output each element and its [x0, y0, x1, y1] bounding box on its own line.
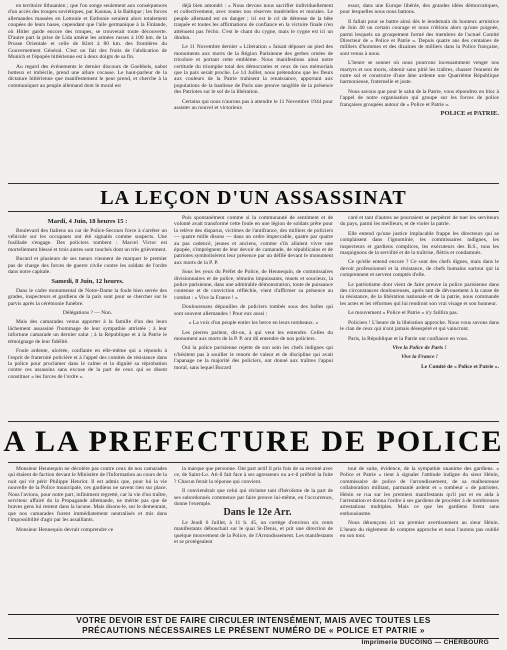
- headline-lecon: LA LEÇON D'UN ASSASSINAT: [100, 187, 407, 209]
- paragraph: Douloureuses dépouilles de policiers tombés sous des balles qui sont souvent allemandes ! Pour eux aussi :: [174, 304, 333, 317]
- paragraph: « La voix d'un peuple entier les berce en leurs tombeaux. »: [188, 320, 319, 327]
- top-article: [8, 3, 499, 181]
- paragraph: Bucard et plusieurs de ses tueurs viennent de marquer le premier pas de charge des forces de guerre civile contre les soldats de l'ordre dans notre capitale.: [8, 256, 167, 275]
- paragraph: Dans le cadre monumental de Notre-Dame la foule bien serrée des grades, inspecteurs et gardiens de la paix sont pour se chercher sur le parvis après la cérémonie funèbre.: [8, 287, 167, 307]
- paragraph: Mais des camarades venus apporter à la famille d'un des leurs lâchement assassiné l'hommage de leur sympathie attristée ; à leur infortune camarade un dernier salut ; à la République et à la Patrie le témoignage de leur fidélité.: [8, 319, 167, 345]
- paragraph: Les pierres parlent, dit-on, à qui veut les entendre. Celles du monument aux morts de la P. P. ont dû entendre de nos policiers.: [174, 329, 333, 342]
- signature: POLICE et PATRIE.: [440, 110, 499, 118]
- paragraph: Puis spontanément comme si la communauté de sentiment et de volonté avait transformé cette foule en une légion de soldats prête pour la relève des disparus, victimes de l'antifrance, des milliers de policiers — quatre mille disons — dans un ordre impeccable, quatre par quatre au pas cadencé, jeunes et anciens, comme s'ils allaient vivre une épopée, s'imprègnent de leur devoir de camarade, de républicains et de patriotes symbolisèrent leur présence par un défilé devant le monument aux morts de la P. P.: [174, 215, 333, 266]
- paragraph: Au regard des événements le dernier discours de Goebbels, nabot botteux et imbécile, prend une allure cocasse. Le haut-parleur de la dictature hitlérienne que manifestement le peur prend, et cherche à la communiquer au peuple allemand dont le moral est: [8, 63, 167, 89]
- paragraph: Ce qu'elle entend encore ? Ce sont des chefs dignes, mais dans le devoir professionnel et la résistance, de chefs humains surtout qui la comprennent et servent comptés d'elle.: [340, 259, 499, 279]
- paragraph: Le Comité de « Police et Patrie ».: [421, 363, 499, 370]
- paragraph: Monsieur Hennequin ne décolère pas contre ceux de nos camarades qui étaient de faction devant le Ministère de l'Information au cours de la nuit qui vit périr Philippe Henriot. Il est admis que, pour lui la vie nouvelle de la Police municipale, ces gardiens ne savent rien sur place. Nous l'avions, pour notre part, infiniment regretté, car la vie d'un traître, serviteur affairé du la Propagande allemande, ne mérite pas que de braves gens lui restent dans la lacune. Mais disons-le, sur le demeurant, que nos camarades furent immédiatement neutralisés et mis dans l'impossibilité d'agir par les assaillants.: [8, 466, 167, 524]
- paragraph: Le mouvement « Police et Patrie » n'y faillira pas.: [348, 310, 459, 317]
- article-prefecture: [8, 466, 499, 610]
- divider: [8, 462, 499, 463]
- paragraph: Délégations ? — Non.: [62, 310, 113, 317]
- paragraph: Policiers ! L'heure de la libération approche. Nous vous savons dans le clan de ceux qui n'ont jamais désespéré et qui vaincront.: [340, 319, 499, 333]
- paragraph: Le patriotisme dont vient de faire preuve la police parisienne dans des circonstances douloureuses, après tant de dévouement à la cause de la résistance, de la libération nationale et de la patrie, nous commande les actes et les réformes qui lui rendront son vrai visage et son honneur.: [340, 281, 499, 307]
- paragraph: Le 11 Novembre dernier « Libération » faisait déposer au pied des monuments aux morts de la Région Parisienne des gerbes ornées de tricolore et portant cette emblème. Nous manifestions ainsi notre certitude du triomphe total des démocraties et ceux de nos mémorials que la paix serait proche. Le 14 Juillet, nous prétendons que les fleurs aux couleurs de la Patrie trahisent la renaissance, apportant aux populations de la banlieue de Paris une preuve tangible de la présence des Patriotes sur le sol de la libération.: [174, 44, 333, 96]
- banner-line-2: PRÉCAUTIONS NÉCESSAIRES LE PRÉSENT NUMÉRO DE « POLICE ET PATRIE »: [82, 626, 425, 635]
- paragraph: la marque que personne. Ont part actif il pris fois de sa recenté avec ce, de Saint-Lo. Ati-il fait face à ses agresseurs ou a-t-il préféré la fuite ? Chacun ferait la réponse qui convient.: [174, 466, 333, 485]
- paragraph: Nous savons que pour le salut de la Patrie, vous répondrez en bloc à l'appel de notre organisation qui groupe sur les forces de police françaises groupées autour de « Police et Patrie ».: [340, 88, 499, 108]
- prefecture-col-3: [340, 466, 499, 610]
- headline-prefecture: A LA PREFECTURE DE POLICE: [3, 425, 504, 458]
- paragraph: Le Jeudi 6 Juillet, à 11 h. 45, un cortège d'environ six cents manifestants débouchait sur le quai St-Denis, et prit une direction de quelque mouvement de la Police, de l'Arrondissement. Les manifestants et se protégeaient: [174, 519, 333, 546]
- top-col-1: [8, 3, 167, 181]
- lecon-col-3: [340, 215, 499, 419]
- top-col-2: [174, 3, 333, 181]
- paragraph: Certains qui nous n'aurons pas à attendre le 11 Novembre 1944 pour assister au nouvel et victorieux: [174, 98, 333, 112]
- paragraph: Oui la police parisienne rejette de son sein les chefs indignes qui n'hésitent pas à souiller le renom de valeur et de discipline qui avait l'apanage ne la majorité des policiers, ont donné aux traîtres l'appui moral, sans lequel Bucard: [174, 345, 333, 371]
- banner-line-1: VOTRE DEVOIR EST DE FAIRE CIRCULER INTENSÉMENT, MAIS AVEC TOUTES LES: [76, 616, 431, 625]
- paragraph: en territoire lithuanien ; que l'on songe seulement aux conséquences d'un accès des troupes soviétiques, par Kaunas, à la Baltique ; les forces allemandes massées en Lettonie et Esthonie seraient alors totalement coupées de leurs bases, cependant que l'aile germanique à la Finlande, où Hitler garde encore des troupes, se trouverait toute découverte. D'autre part la prise de Lida amène les armées russes à 100 km. de la Prusse Orientale et celle de Kirei à 80 km. des frontières du Gouvernement Général. C'est un fait des fruits de l'abdication de Munich et l'épopée hitlérienne est à deux doigts de sa fin.: [8, 3, 167, 61]
- article-lecon: [8, 215, 499, 419]
- paragraph: Paris, la République et la Patrie ont confiance en vous.: [348, 335, 469, 342]
- paragraph: Sous les yeux du Préfet de Police, de Hennequin, de commissaires divisionnaires et de police, témoins impuissants, muets et soucieux, la police parisienne, dans une admirable démonstration, toute de puissance contenue et de conviction réfléchie, vient d'affirmer sa présence au combat : « Vive la France ! »: [174, 269, 333, 301]
- dateline: Samedi, 8 Juin, 12 heures.: [51, 278, 124, 286]
- paragraph: Il conviendrait que celui qui réclame tant d'héroïsme de la part de ses subordonnés commence par faire preuve lui-même, en l'occurrence, donne l'exemple.: [174, 488, 333, 508]
- top-col-3: [340, 3, 499, 181]
- printer-credit: Imprimerie DUCOING — CHERBOURG: [361, 639, 489, 646]
- divider: [8, 421, 499, 422]
- paragraph: Monsieur Hennequin devrait comprendre ce: [16, 526, 114, 533]
- paragraph: Elle entend qu'une justice implacable frappe les directeurs qui se complaisent dans l'ignominie, les commissaires indignes, les inspecteurs et gardiens complices, les exécuteurs des B.S., tous les maquignons de la servilité et de la traîtrise, flétris et condamnés.: [340, 230, 499, 257]
- lecon-col-2: [174, 215, 333, 419]
- paragraph: déjà bien amondri : « Nous devons nous sacrifier individuellement et collectivement, avec toutes nos réserves matérielles et morales. Le peuple allemand est en danger ; ici est le cri de détresse de la bête traquée et toutes les affirmations de confiance en la victoire finale n'en atténuent pas l'écho. C'est le chant du cygne, mais le cygne est ici un dindon.: [174, 3, 333, 42]
- dateline: Mardi, 4 Juin, 18 heures 15 :: [47, 218, 128, 225]
- divider: [8, 211, 499, 212]
- paragraph: Il fallait pour se battre ainsi dès le lendemain du honteux armistice de Juin 40 un certain courage et nous n'étions alors qu'une poignée, parmi lesquels un groupement formé des membres de l'actuel Comité Directeur de « Police et Patrie ». Depuis quatre ans des centaines de milliers d'hommes et des dizaines de milliers dans la Police française, sont venus à nous.: [340, 18, 499, 57]
- subheading-12e-arr: Dans le 12e Arr.: [223, 507, 292, 519]
- paragraph: tout de suite, évidence, de la sympathie unanime des gardiens. « Police et Patrie » tient à signaler l'attitude indigne du sieur Hénin, commissaire de police de l'arrondissement, de sa malheureuse collaboration militant, parmanlé ardent et « tombeur » de patriotes. Hénin se rua sur les premiers manifestants qu'il put et en aida à l'arrestation et donna l'ordre à ses gardiens de procéder à de nombreuses arrestations multiples. Mais ce que les gardiens firent sans enthousiasme.: [340, 466, 499, 517]
- paragraph: Vive la Police de Paris !: [392, 344, 447, 351]
- paragraph: L'heure se sonner où nous pourrons incessamment venger nos martyrs et nos morts, obtenir sans pitié les traîtres, chasser l'ennemi de notre sol et construire d'une âme ardente une Quatrième République harmonieuse, fraternelle et juste.: [340, 60, 499, 86]
- paragraph: Foule ardente, ulcérée, confiante en elle-même qui a répondu à l'esprit de fraternité policière et à l'appel des comités de résistance dans la police pour proclamer dans le calme et la dignité sa réprobation contre ces assassins sans excuse de la part de ceux qui se disent constituer « les forces de l'ordre ».: [8, 348, 167, 380]
- prefecture-col-2: [174, 466, 333, 610]
- paragraph: Boulevard des Italiens un car de Police-Secours force à s'arrêter un véhicule sur les occupants ont été signalés comme suspects. Une fusillade s'engage. Des policiers tombent : Marcel Victor est mortellement blessé et trois autres sont touchés dont un très grièvement.: [8, 227, 167, 253]
- lecon-col-1: [8, 215, 167, 419]
- paragraph: Vive la France !: [401, 354, 438, 361]
- circulation-banner: [8, 614, 499, 639]
- paragraph: card et tant d'autres ne pourraient se perpétrer de tuer les serviteurs du pays, parmi les meilleurs, et de violer la patrie.: [340, 215, 499, 228]
- divider: [8, 183, 499, 184]
- prefecture-col-1: [8, 466, 167, 610]
- paragraph: essor, dans une Europe libérée, des grandes idées démocratiques, pour lesquelles nous nous battons.: [340, 3, 499, 16]
- paragraph: Nous dénonçons ici un premier avertissement au sieur Hénin. L'heure du règlement de comptes approche et nous l'aurons pas oublié en son tour.: [340, 520, 499, 540]
